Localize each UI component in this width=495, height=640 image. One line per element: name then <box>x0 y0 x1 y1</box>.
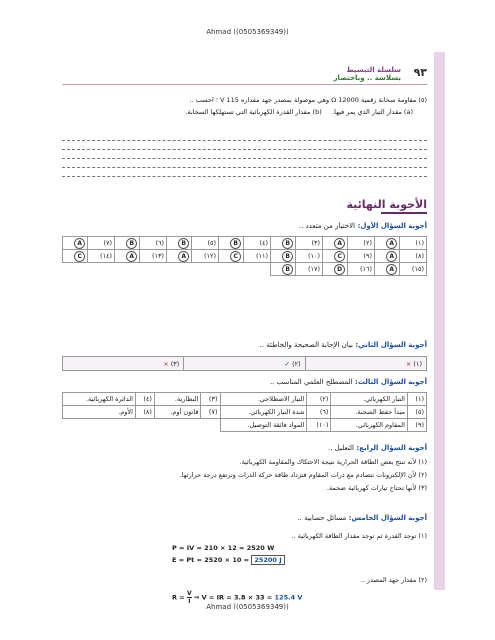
tf-cell <box>184 357 305 371</box>
check-icon: ✓ <box>284 359 290 368</box>
terms-row <box>63 393 427 406</box>
question-number: (١٧) <box>296 263 323 276</box>
question-number: (٢) <box>348 237 375 250</box>
question-number: (٣) <box>296 237 323 250</box>
section-5-heading: أجوبة السؤال الخامس: مسائل حسابية .. <box>297 514 427 522</box>
question-number: (١٥) <box>400 263 427 276</box>
equation-voltage: R = $\frac{V}{I}$ ⇒ V = IR = 3.8 × 33 = 125.4 V <box>172 590 303 605</box>
term-text: شدة التيار الكهربائي. <box>220 406 307 419</box>
term-number: (٨) <box>135 406 154 419</box>
page-footer: Ahmad ((0505369349)) <box>206 603 289 611</box>
section-4-heading: أجوبة السؤال الرابع: التعليل .. <box>327 444 427 452</box>
term-text: المواد فائقة التوصيل. <box>220 419 307 432</box>
mcq-row <box>63 263 427 276</box>
answer-letter: A <box>126 251 137 262</box>
term-text: الدائرة الكهربائية. <box>63 393 136 406</box>
term-text: البطارية. <box>154 393 200 406</box>
answer-letter: B <box>282 264 293 275</box>
answer-cell <box>375 263 400 276</box>
series-banner <box>62 66 427 85</box>
answer-cell <box>115 250 140 263</box>
answer-lines <box>62 132 427 177</box>
answer-letter: A <box>386 251 397 262</box>
term-number: (٧) <box>201 406 220 419</box>
question-number: (١٢) <box>192 250 219 263</box>
answer-letter: B <box>230 238 241 249</box>
answer-cell <box>323 237 348 250</box>
answer-letter: A <box>178 251 189 262</box>
side-strip <box>434 52 445 590</box>
answer-cell <box>323 250 348 263</box>
equation-energy: E = Pt = 2520 × 10 = 25200 J <box>62 554 427 566</box>
answer-cell <box>375 250 400 263</box>
question-number: (١٦) <box>348 263 375 276</box>
question-number: (١) <box>413 359 422 368</box>
answer-cell <box>63 237 88 250</box>
mcq-answers-table <box>62 236 427 276</box>
answer-letter: B <box>178 238 189 249</box>
question-number: (١١) <box>244 250 271 263</box>
term-number: (٩) <box>407 419 426 432</box>
answer-cell <box>271 250 296 263</box>
fraction: $\frac{V}{I}$ <box>186 590 192 605</box>
final-answers-title: الأجوبة النهائية <box>347 198 428 214</box>
question-number: (١٠) <box>296 250 323 263</box>
term-text: قانون أوم. <box>154 406 200 419</box>
term-text: مبدأ حفظ الشحنة. <box>331 406 408 419</box>
answer-cell <box>271 263 296 276</box>
answer-cell <box>63 250 88 263</box>
question-number: (٢) <box>292 359 301 368</box>
page-content <box>62 52 427 605</box>
problem-1-intro: (١) توجد القدرة ثم توجد مقدار الطاقة الكهربائية .. <box>291 532 427 540</box>
question-number: (٣) <box>170 359 180 368</box>
reason-item: (٢) لأن الإلكترونات تتصادم مع ذرات المقاوم فتزداد طاقة حركة الذرات وترتفع درجة حرارتها. <box>179 471 427 479</box>
section-1-heading: أجوبة السؤال الأول: الاختيار من متعدد .. <box>298 222 427 230</box>
true-false-table <box>62 356 427 371</box>
answer-letter: C <box>230 251 241 262</box>
reason-item: (١) لأنه تنتج بعض الطاقة الحرارية نتيجة الاحتكاك والمقاومة الكهربائية. <box>239 458 427 466</box>
answer-letter: A <box>334 238 345 249</box>
terms-row <box>63 419 427 432</box>
page-number: ٩٣ <box>413 66 427 79</box>
answer-cell <box>375 237 400 250</box>
answer-letter: B <box>282 238 293 249</box>
term-text: المقاوم الكهربائي. <box>331 419 408 432</box>
answer-letter: C <box>334 251 345 262</box>
question-number: (٩) <box>348 250 375 263</box>
answer-letter: A <box>386 238 397 249</box>
answer-cell <box>271 237 296 250</box>
term-number: (٢) <box>307 393 331 406</box>
page-header: Ahmad ((0505369349)) <box>206 28 289 36</box>
question-number: (١٣) <box>140 250 167 263</box>
problem-2-intro: (٢) مقدار جهد المصدر .. <box>360 576 427 584</box>
reasons-list <box>62 456 427 495</box>
question-number: (٦) <box>140 237 167 250</box>
answer-cell <box>219 237 244 250</box>
tf-cell <box>305 357 426 371</box>
question-number: (٥) <box>192 237 219 250</box>
term-number: (٤) <box>135 393 154 406</box>
tf-cell <box>63 357 184 371</box>
answer-letter: B <box>126 238 137 249</box>
term-number: (٥) <box>407 406 426 419</box>
terms-row <box>63 406 427 419</box>
answer-letter: B <box>282 251 293 262</box>
question-5: (٥) مقاومة سخانة رقمية Ω 12000 وهي موصولة بمصدر جهد مقداره 115 V ؛ احسب .. (a) مقدار التيار الذي يمر فيها. (b) مقدار القدرة الكهربائية التي تستهلكها السخانة. <box>185 96 427 116</box>
term-number: (١) <box>407 393 426 406</box>
answer-letter: A <box>74 238 85 249</box>
answer-letter: D <box>334 264 345 275</box>
question-number: (١٤) <box>88 250 115 263</box>
answer-cell <box>167 237 192 250</box>
cross-icon: × <box>405 359 412 368</box>
answer-cell <box>323 263 348 276</box>
calculations <box>62 530 427 605</box>
question-number: (٧) <box>88 237 115 250</box>
reason-item: (٣) لأنها تحتاج تيارات كهربائية ضخمة. <box>326 484 427 492</box>
term-number: (٦) <box>307 406 331 419</box>
mcq-row <box>63 237 427 250</box>
term-number: (١٠) <box>307 419 331 432</box>
answer-letter: C <box>74 251 85 262</box>
answer-letter: A <box>386 264 397 275</box>
question-number: (٨) <box>400 250 427 263</box>
term-text: التيار الكهربائي. <box>331 393 408 406</box>
term-text: التيار الاصطلاحي. <box>220 393 307 406</box>
equation-power: P = IV = 210 × 12 = 2520 W <box>172 544 275 552</box>
answer-cell <box>167 250 192 263</box>
question-number: (١) <box>400 237 427 250</box>
term-number: (٣) <box>201 393 220 406</box>
section-2-heading: أجوبة السؤال الثاني: بيان الإجابة الصحيحة والخاطئة .. <box>259 341 427 349</box>
cross-icon: × <box>163 359 169 368</box>
series-title: سلسلة التبسيط بسلاسة .. وباختصار <box>333 66 401 82</box>
answer-cell <box>219 250 244 263</box>
document-page <box>60 52 445 605</box>
term-text: الأوم. <box>63 406 136 419</box>
mcq-row <box>63 250 427 263</box>
answer-cell <box>115 237 140 250</box>
question-number: (٤) <box>244 237 271 250</box>
section-3-heading: أجوبة السؤال الثالث: المصطلح العلمي المناسب .. <box>269 378 427 386</box>
terms-table <box>62 392 427 432</box>
